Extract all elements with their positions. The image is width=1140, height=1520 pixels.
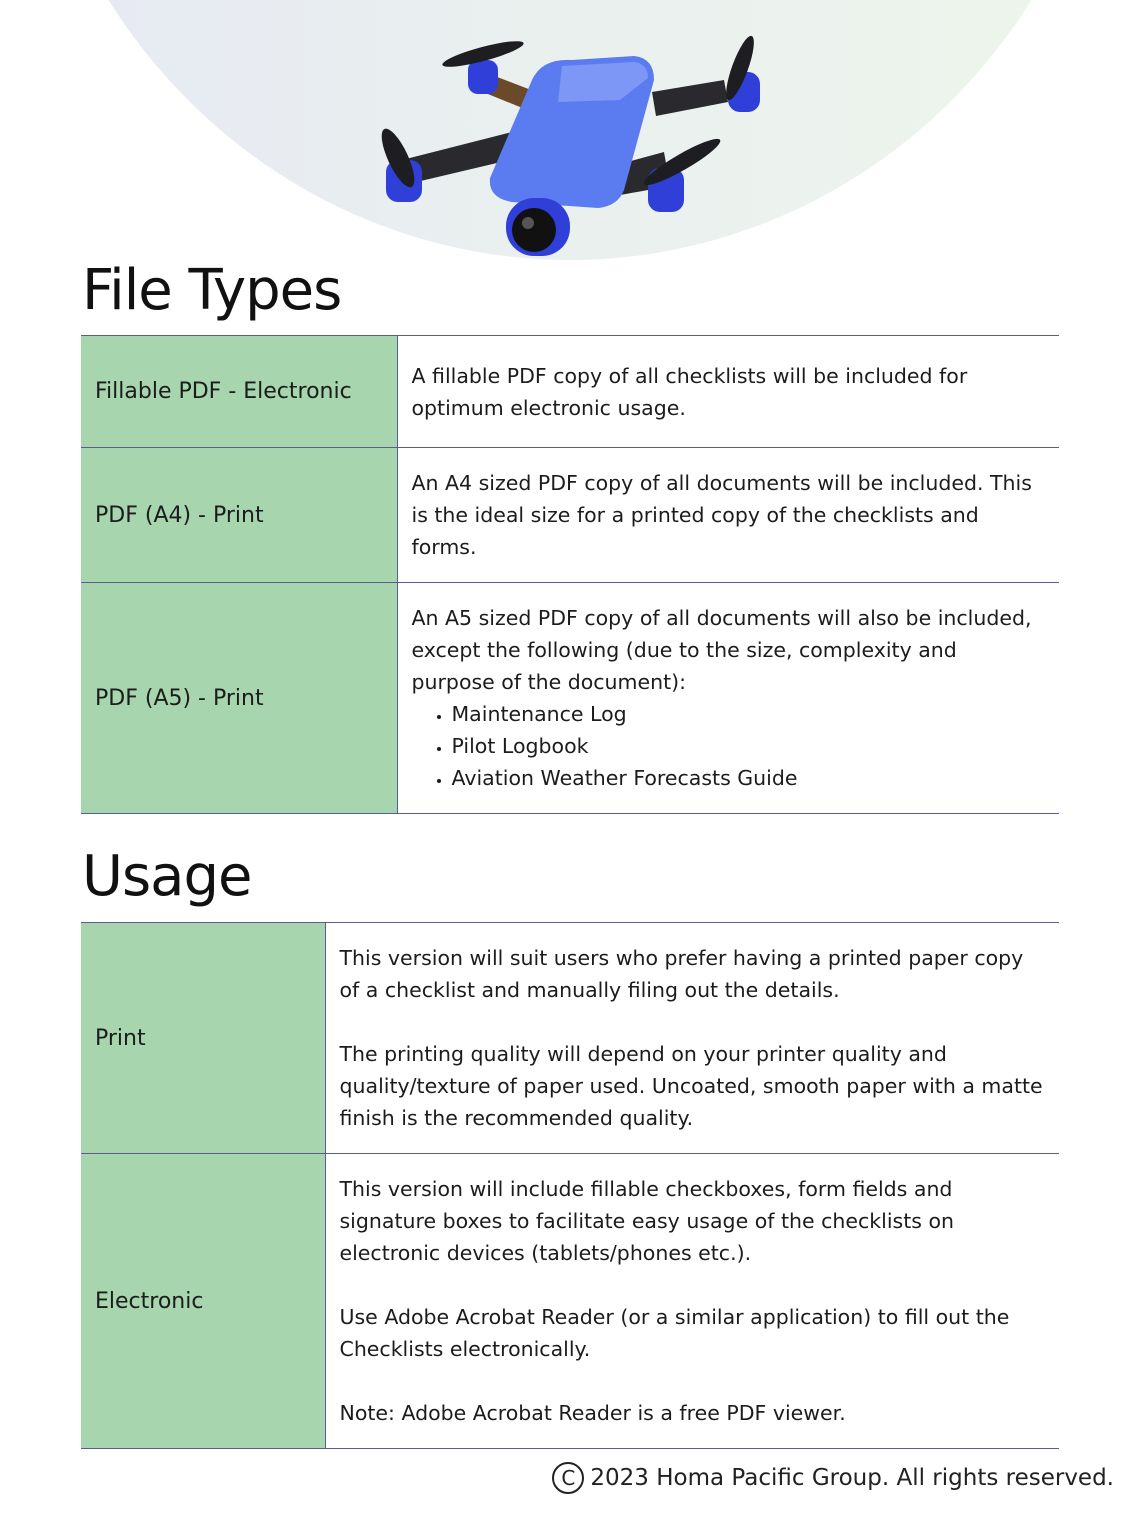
row-description: An A5 sized PDF copy of all documents will also be included, except the following (due to the size, complexity and purpose of the document): • Maintenance Log • Pilot Logbook • Aviation Weather Forecasts Guide	[397, 583, 1059, 814]
file-types-heading: File Types	[82, 258, 342, 323]
copyright-footer	[552, 1462, 1114, 1494]
table-row	[81, 1154, 1059, 1449]
list-item: • Pilot Logbook	[452, 730, 1046, 762]
usage-heading: Usage	[82, 844, 252, 909]
drone-illustration	[372, 20, 772, 270]
row-label: PDF (A4) - Print	[81, 448, 397, 583]
row-description: This version will suit users who prefer having a printed paper copy of a checklist and manually filing out the details. The printing quality will depend on your printer quality and quality/texture of paper used. Uncoated, smooth paper with a matte finish is the recommended quality.	[339, 946, 1043, 1130]
table-row	[81, 583, 1059, 814]
list-item: • Aviation Weather Forecasts Guide	[452, 762, 1046, 794]
row-description: This version will include fillable checkboxes, form fields and signature boxes to facilitate easy usage of the checklists on electronic devices (tablets/phones etc.). Use Adobe Acrobat Reader (or a similar application) to fill out the Checklists electronically. Note: Adobe Acrobat Reader is a free PDF viewer.	[339, 1177, 1010, 1425]
copyright-icon: C	[552, 1462, 584, 1494]
drone-camera-lens	[512, 208, 556, 252]
table-row	[81, 923, 1059, 1154]
excluded-documents-list	[412, 698, 1046, 794]
drone-arm-rear-right	[652, 80, 728, 116]
copyright-text: 2023 Homa Pacific Group. All rights reserved.	[590, 1465, 1114, 1491]
row-description: An A4 sized PDF copy of all documents will be included. This is the ideal size for a printed copy of the checklists and forms.	[411, 471, 1032, 559]
file-types-table	[81, 335, 1059, 814]
drone-camera-glint	[522, 217, 534, 229]
row-label: Print	[81, 923, 325, 1154]
table-row	[81, 336, 1059, 448]
row-label: PDF (A5) - Print	[81, 583, 397, 814]
usage-table	[81, 922, 1059, 1449]
drone-motor-rear-left	[468, 60, 498, 94]
row-description: A fillable PDF copy of all checklists will be included for optimum electronic usage.	[411, 363, 968, 420]
row-label: Fillable PDF - Electronic	[81, 336, 397, 448]
table-row	[81, 448, 1059, 583]
list-item: • Maintenance Log	[452, 698, 1046, 730]
row-label: Electronic	[81, 1154, 325, 1449]
